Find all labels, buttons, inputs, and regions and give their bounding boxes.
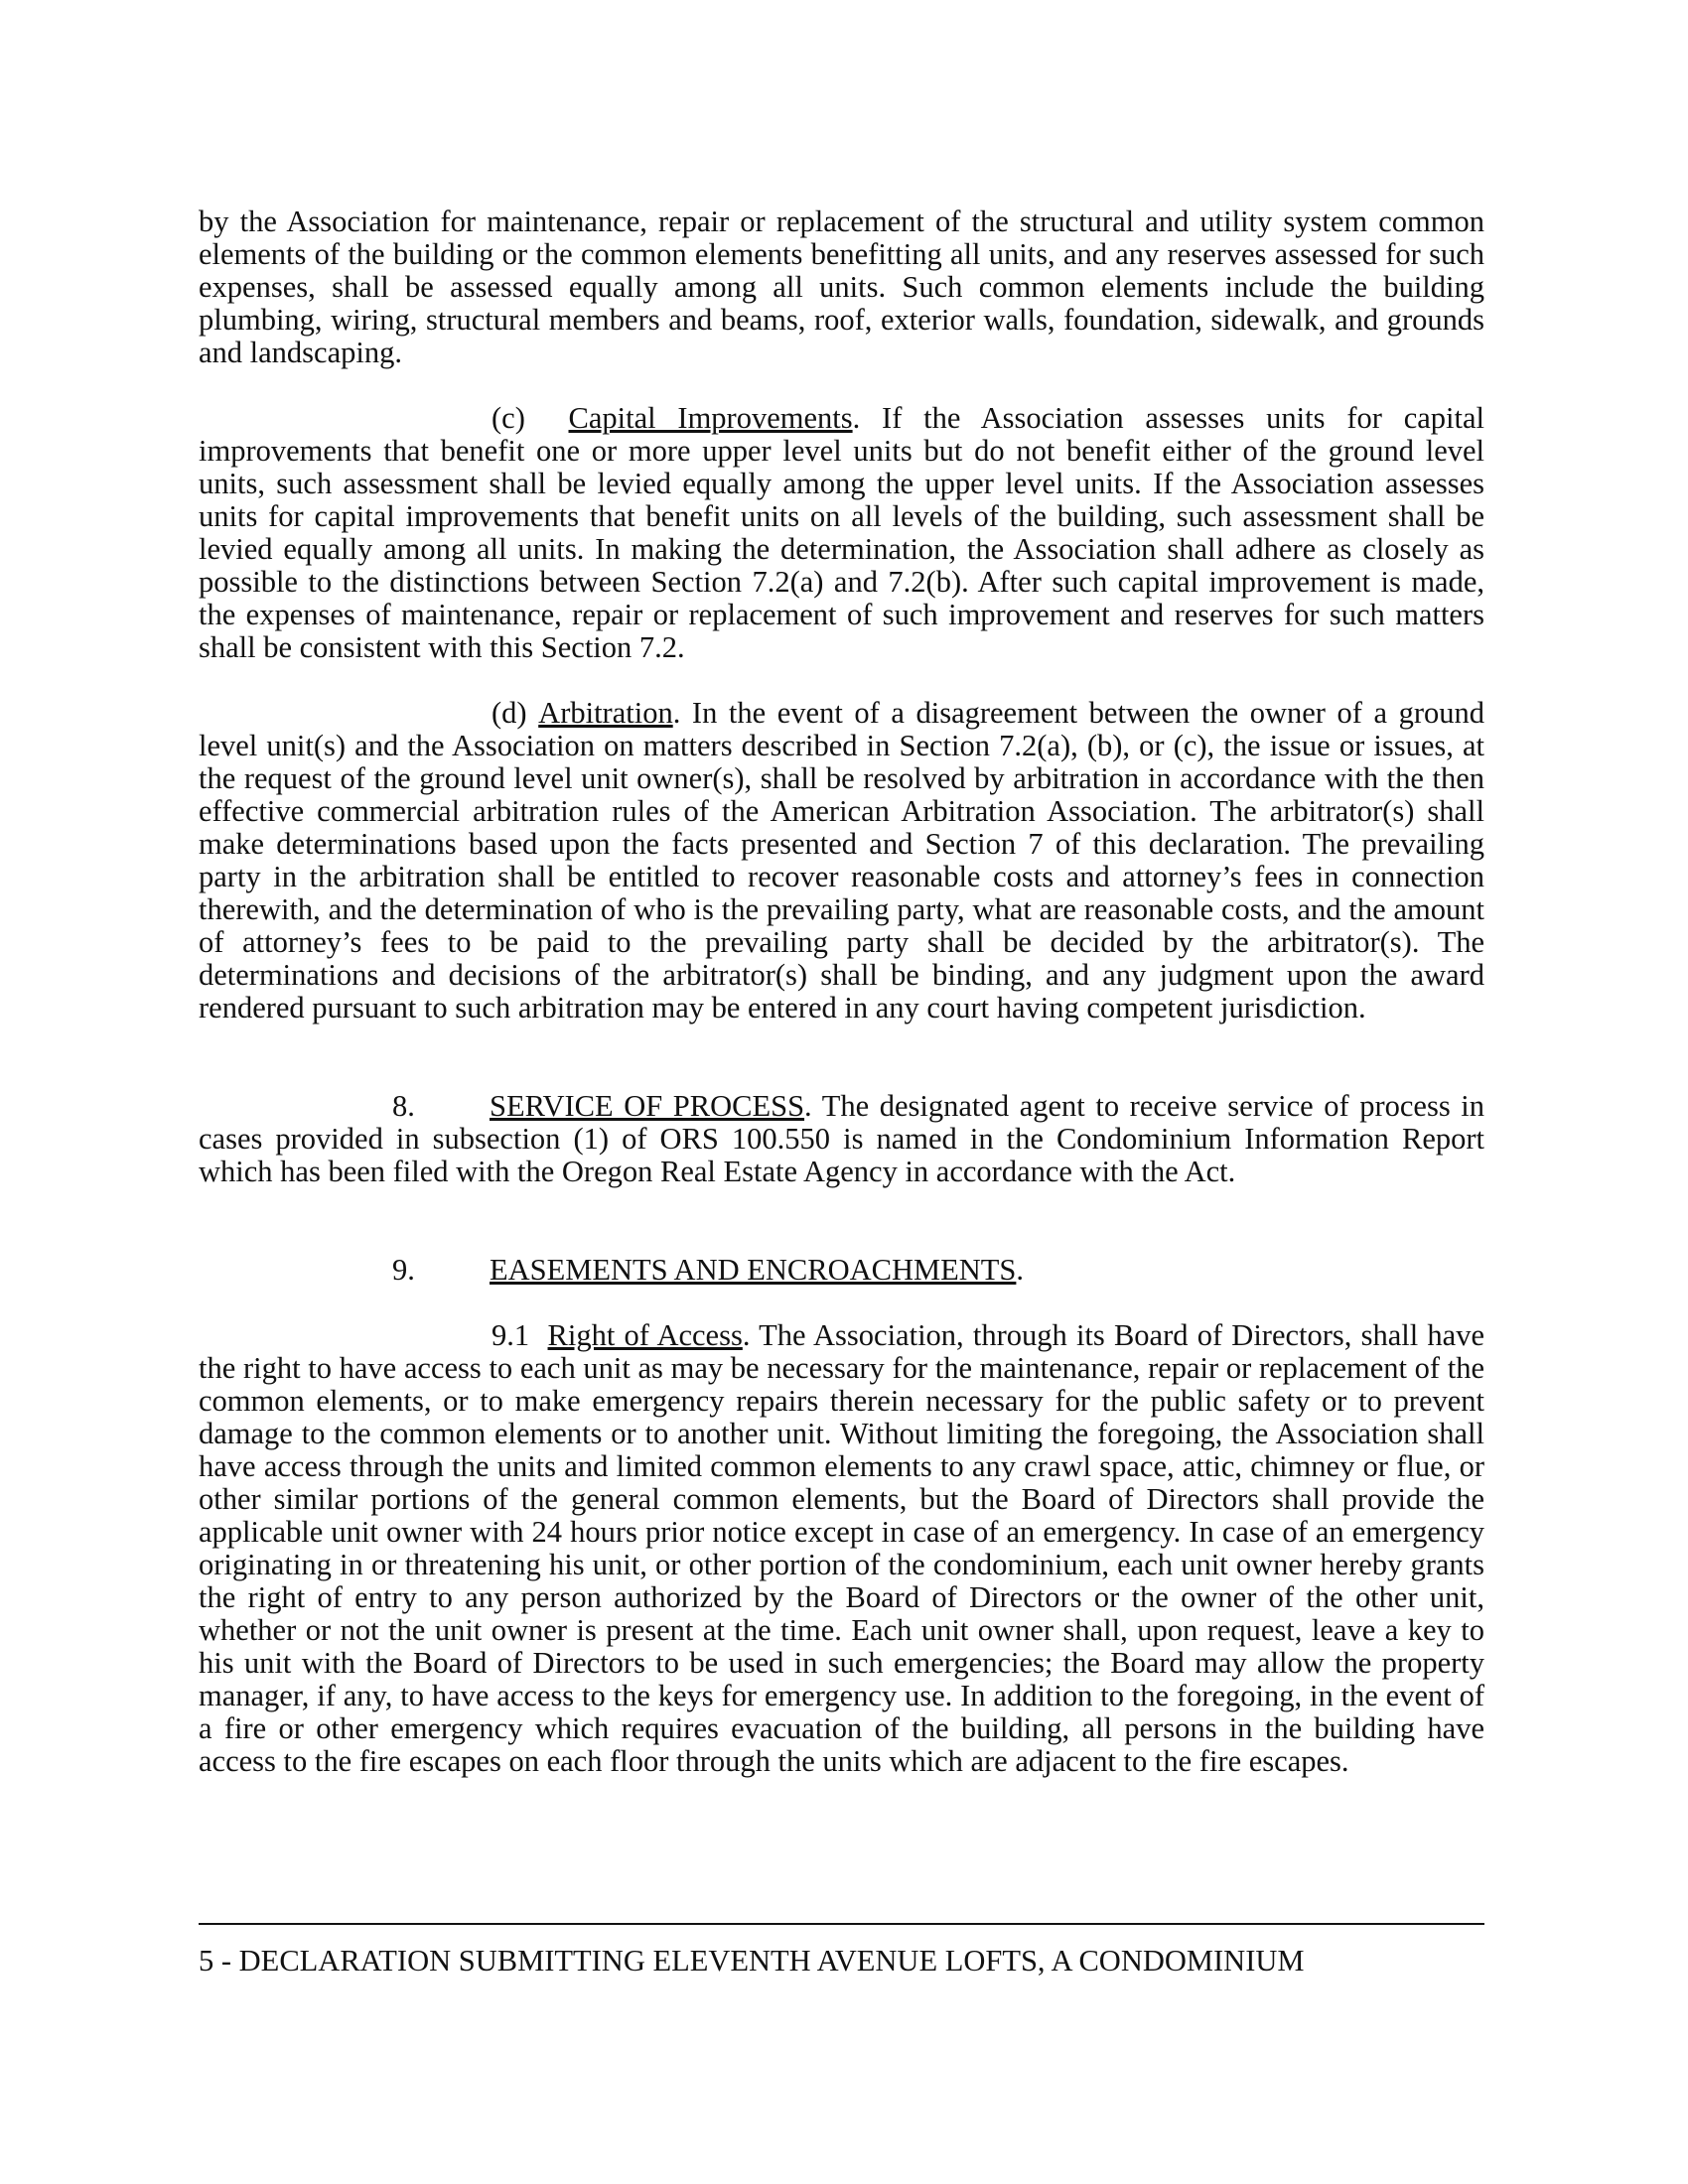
paragraph-arbitration <box>199 697 1484 1024</box>
subsection-label: 9.1 <box>492 1318 530 1352</box>
paragraph-text: by the Association for maintenance, repair or replacement of the structural and utility system common elements of the building or the common elements benefitting all units, and any reserves assessed for such expenses, shall be assessed equally among all units. Such common elements include the building plumbing, wiring, structural members and beams, roof, exterior walls, foundation, sidewalk, and grounds and landscaping. <box>199 205 1484 369</box>
paragraph-text: . The Association, through its Board of Directors, shall have the right to have access to each unit as may be necessary for the maintenance, repair or replacement of the common elements, or to make emergency repairs therein necessary for the public safety or to prevent damage to the common elements or to another unit. Without limiting the foregoing, the Association shall have access through the units and limited common elements to any crawl space, attic, chimney or flue, or other similar portions of the general common elements, but the Board of Directors shall provide the applicable unit owner with 24 hours prior notice except in case of an emergency. In case of an emergency originating in or threatening his unit, or other portion of the condominium, each unit owner hereby grants the right of entry to any person authorized by the Board of Directors or the owner of the other unit, whether or not the unit owner is present at the time. Each unit owner shall, upon request, leave a key to his unit with the Board of Directors to be used in such emergencies; the Board may allow the property manager, if any, to have access to the keys for emergency use. In addition to the foregoing, in the event of a fire or other emergency which requires evacuation of the building, all persons in the building have access to the fire escapes on each floor through the units which are adjacent to the fire escapes. <box>199 1318 1484 1778</box>
heading-period: . <box>1016 1253 1025 1287</box>
paragraph-text: . The designated agent to receive service of process in cases provided in subsection (1) of ORS 100.550 is named in the Condominium Information Report which has been filed with the Oregon Real Estate Agency in accordance with the Act. <box>199 1089 1485 1188</box>
paragraph-capital-improvements <box>199 402 1484 664</box>
section-heading-easements <box>199 1254 1484 1287</box>
footer-divider <box>199 1923 1484 1925</box>
section-service-of-process <box>199 1090 1484 1188</box>
paragraph-right-of-access <box>199 1319 1484 1778</box>
subsection-title: Arbitration <box>538 696 673 730</box>
subsection-label: (d) <box>492 696 527 730</box>
section-title: SERVICE OF PROCESS <box>490 1089 805 1123</box>
paragraph-common-elements-assessment <box>199 205 1484 369</box>
section-title: EASEMENTS AND ENCROACHMENTS <box>490 1253 1017 1287</box>
subsection-title: Right of Access <box>547 1318 743 1352</box>
document-body <box>199 205 1484 1778</box>
subsection-title: Capital Improvements <box>568 401 853 435</box>
section-number: 8. <box>392 1089 415 1123</box>
page-footer: 5 - DECLARATION SUBMITTING ELEVENTH AVENUE LOFTS, A CONDOMINIUM <box>199 1944 1305 1978</box>
subsection-label: (c) <box>492 401 525 435</box>
paragraph-text: . In the event of a disagreement between the owner of a ground level unit(s) and the Association on matters described in Section 7.2(a), (b), or (c), the issue or issues, at the request of the ground level unit owner(s), shall be resolved by arbitration in accordance with the then effective commercial arbitration rules of the American Arbitration Association. The arbitrator(s) shall make determinations based upon the facts presented and Section 7 of this declaration. The prevailing party in the arbitration shall be entitled to recover reasonable costs and attorney’s fees in connection therewith, and the determination of who is the prevailing party, what are reasonable costs, and the amount of attorney’s fees to be paid to the prevailing party shall be decided by the arbitrator(s). The determinations and decisions of the arbitrator(s) shall be binding, and any judgment upon the award rendered pursuant to such arbitration may be entered in any court having competent jurisdiction. <box>199 696 1485 1024</box>
section-number: 9. <box>392 1253 415 1287</box>
paragraph-text: . If the Association assesses units for capital improvements that benefit one or more upper level units but do not benefit either of the ground level units, such assessment shall be levied equally among the upper level units. If the Association assesses units for capital improvements that benefit units on all levels of the building, such assessment shall be levied equally among all units. In making the determination, the Association shall adhere as closely as possible to the distinctions between Section 7.2(a) and 7.2(b). After such capital improvement is made, the expenses of maintenance, repair or replacement of such improvement and reserves for such matters shall be consistent with this Section 7.2. <box>199 401 1484 664</box>
